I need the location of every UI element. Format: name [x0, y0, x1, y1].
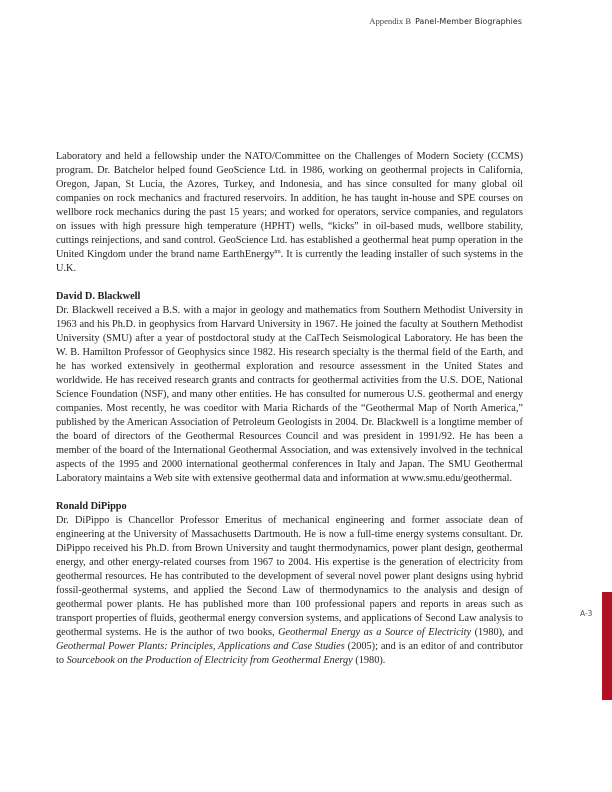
continued-text-end: . It is currently the leading installer of such systems in the U.K.: [56, 249, 524, 274]
bio-text-segment: Dr. DiPippo is Chancellor Professor Emeritus of mechanical engineering and former associate dean of engineering at the University of Massachusetts Dartmouth. He is now a full-time energy systems consultant. Dr. DiPippo received his Ph.D. from Brown University and taught thermodynamics, power plant design, geothermal energy, and other energy-related courses from 1967 to 2004. His expertise is the generation of electricity from geothermal resources. He has contributed to the development of several novel power plant designs using hybrid fossil-geothermal systems, and applied the Second Law of thermodynamics to the analysis and design of geothermal power plants. He has published more than 100 professional papers and reports in areas such as transport properties of fluids, geothermal energy conversion systems, and applications of Second Law analysis to geothermal systems. He is the author of two books,: [56, 515, 523, 638]
biography-dipippo: [56, 500, 523, 668]
section-title: Panel-Member Biographies: [415, 17, 522, 26]
page-number: A-3: [580, 609, 593, 618]
bio-name: David D. Blackwell: [56, 291, 141, 302]
section-tab-marker: [602, 592, 612, 700]
book-title: Sourcebook on the Production of Electricity from Geothermal Energy: [66, 655, 353, 666]
page-content: [56, 150, 523, 668]
biography-blackwell: [56, 290, 523, 486]
bio-text-segment: (2005); and is an editor of and contributor to: [56, 641, 523, 666]
book-title: Geothermal Power Plants: Principles, Applications and Case Studies: [56, 641, 345, 652]
continued-biography: [56, 150, 523, 276]
bio-text: [56, 514, 523, 668]
appendix-label: Appendix B: [369, 16, 412, 26]
book-title: Geothermal Energy as a Source of Electricity: [278, 627, 472, 638]
bio-text-segment: (1980), and: [471, 627, 523, 638]
bio-text: Dr. Blackwell received a B.S. with a major in geology and mathematics from Southern Methodist University in 1963 and his Ph.D. in geophysics from Harvard University in 1967. He joined the faculty at Southern Methodist University (SMU) after a year of postdoctoral study at the CalTech Seismological Laboratory. He has been the W. B. Hamilton Professor of Geophysics since 1982. His research specialty is the thermal field of the Earth, and he has worked extensively in geothermal exploration and resource assessment in the United States and worldwide. He has received research grants and contracts for geothermal activities from the U.S. DOE, National Science Foundation (NSF), and many other entities. He has consulted for numerous U.S. geothermal and energy companies. Most recently, he was coeditor with Maria Richards of the “Geothermal Map of North America,” published by the American Association of Petroleum Geologists in 2004. Dr. Blackwell is a longtime member of the board of directors of the Geothermal Resources Council and was president in 1991/92. He has been a member of the board of the International Geothermal Association, and was extensively involved in the technical aspects of the 1995 and 2000 international geothermal conferences in Italy and Japan. The SMU Geothermal Laboratory maintains a Web site with extensive geothermal data and information at www.smu.edu/geothermal.: [56, 305, 523, 484]
bio-name: Ronald DiPippo: [56, 501, 127, 512]
trademark-superscript: tm: [274, 249, 281, 255]
continued-text: Laboratory and held a fellowship under the NATO/Committee on the Challenges of Modern Society (CCMS) program. Dr. Batchelor helped found GeoScience Ltd. in 1986, working on geothermal projects in California, Oregon, Japan, St Lucia, the Azores, Turkey, and Indonesia, and has since consulted for many global oil companies on rock mechanics and fractured reservoirs. In addition, he has taught in-house and SPE courses on wellbore rock mechanics during the past 15 years; and worked for operators, service companies, and regulators on issues with high pressure high temperature (HPHT) wells, “kicks” in oil-based muds, wellbore stability, cuttings reinjections, and sand control. GeoScience Ltd. has established a geothermal heat pump operation in the United Kingdom under the brand name EarthEnergy: [56, 151, 523, 260]
running-head: [369, 16, 522, 26]
bio-text-segment: (1980).: [352, 655, 386, 666]
